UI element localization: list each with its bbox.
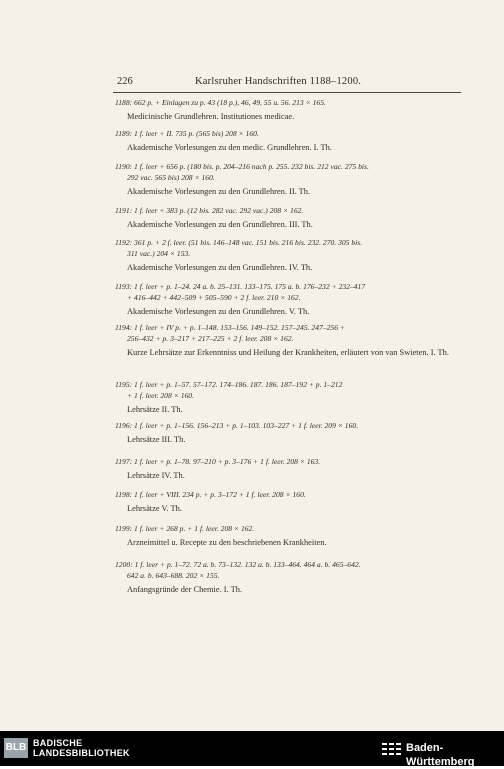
entry-meta: 1197: 1 f. leer + p. 1–78. 97–210 + p. 3–176 + 1 f. leer. 208 × 163. [115,457,321,466]
entry-meta: 1196: 1 f. leer + p. 1–156. 156–213 + p. 1–103. 103–227 + 1 f. leer. 209 × 160. [115,421,359,430]
header-rule [113,92,461,93]
entry-meta-line2: 311 vac.) 204 × 153. [127,249,191,258]
entry-meta [115,379,465,401]
library-name[interactable] [33,738,130,758]
catalog-entry-1189 [115,128,465,154]
catalog-entry-1190 [115,161,465,198]
entry-title: Akademische Vorlesungen zu den medic. Grundlehren. I. Th. [127,143,332,152]
entry-meta-line2: + 416–442 + 442–509 + 505–590 + 2 f. leer. 210 × 162. [127,293,301,302]
catalog-entry-1197 [115,456,465,482]
entry-meta-line2: 642 a. b. 643–688. 202 × 155. [127,571,220,580]
catalog-entry-1196 [115,420,465,446]
catalog-entry-1188 [115,97,465,123]
entry-meta-line2: + 1 f. leer. 208 × 160. [127,391,194,400]
entry-meta [115,161,465,183]
entry-title: Medicinische Grundlehren. Institutiones medicae. [127,112,295,121]
lions-crest-icon [381,741,403,757]
entry-title: Lehrsätze V. Th. [127,504,182,513]
entry-title: Akademische Vorlesungen zu den Grundlehren. IV. Th. [127,263,313,272]
library-name-line1: BADISCHE [33,738,83,748]
running-title: Karlsruher Handschriften 1188–1200. [195,76,362,87]
entry-title: Lehrsätze III. Th. [127,435,186,444]
entry-meta: 1199: 1 f. leer + 268 p. + 1 f. leer. 208 × 162. [115,524,255,533]
catalog-entry-1191 [115,205,465,231]
entry-title: Kurze Lehrsätze zur Erkenntniss und Heilung der Krankheiten, erläutert von van Swieten. I. Th. [127,348,449,357]
library-name-line2: LANDESBIBLIOTHEK [33,748,130,758]
entry-meta-line2: 292 vac. 565 bis) 208 × 160. [127,173,215,182]
entry-meta-line1: 1190: 1 f. leer + 656 p. (180 bis. p. 204–216 nach p. 255. 232 bis. 212 vac. 275 bis. [115,162,369,171]
entry-meta: 1189: 1 f. leer + II. 735 p. (565 bis) 208 × 160. [115,129,259,138]
viewer-footer-bar [0,731,504,766]
catalog-entry-1199 [115,523,465,549]
catalog-entry-1200 [115,559,465,596]
catalog-entry-1194 [115,322,465,359]
entry-meta-line1: 1195: 1 f. leer + p. 1–57. 57–172. 174–186. 187. 186. 187–192 + p. 1–212 [115,380,343,389]
blb-logo[interactable]: BLB [4,738,28,758]
entry-meta-line1: 1194: 1 f. leer + IV p. + p. 1–148. 153–156. 149–152. 157–245. 247–256 + [115,323,346,332]
entry-meta [115,281,465,303]
entry-meta: 1198: 1 f. leer + VIII. 234 p. + p. 3–172 + 1 f. leer. 208 × 160. [115,490,306,499]
entry-meta [115,322,465,344]
entry-title: Lehrsätze IV. Th. [127,471,185,480]
entry-title: Arzneimittel u. Recepte zu den beschriebenen Krankheiten. [127,538,327,547]
entry-meta-line1: 1200: 1 f. leer + p. 1–72. 72 a. b. 73–132. 132 a. b. 133–464. 464 a. b. 465–642. [115,560,361,569]
entry-title: Lehrsätze II. Th. [127,405,183,414]
catalog-entry-1192 [115,237,465,274]
entry-meta [115,237,465,259]
entry-meta-line2: 256–432 + p. 3–217 + 217–225 + 2 f. leer. 208 × 162. [127,334,294,343]
entry-meta: 1191: 1 f. leer + 383 p. (12 bis. 282 vac. 292 vac.) 208 × 162. [115,206,304,215]
state-name[interactable]: Baden-Württemberg [406,742,475,768]
page-header [117,76,462,90]
entry-title: Akademische Vorlesungen zu den Grundlehren. V. Th. [127,307,310,316]
entry-title: Akademische Vorlesungen zu den Grundlehren. III. Th. [127,220,313,229]
entry-meta: 1188: 662 p. + Einlagen zu p. 43 (18 p.), 46, 49, 55 u. 56. 213 × 165. [115,98,326,107]
entry-meta [115,559,465,581]
entry-title: Anfangsgründe der Chemie. I. Th. [127,585,242,594]
page-number: 226 [117,76,133,87]
catalog-entry-1198 [115,489,465,515]
entry-title: Akademische Vorlesungen zu den Grundlehren. II. Th. [127,187,311,196]
entry-meta-line1: 1193: 1 f. leer + p. 1–24. 24 a. b. 25–131. 133–175. 175 a. b. 176–232 + 232–417 [115,282,366,291]
catalog-entry-1193 [115,281,465,318]
catalog-entry-1195 [115,379,465,416]
entry-meta-line1: 1192: 361 p. + 2 f. leer. (51 bis. 146–148 vac. 151 bis. 216 bis. 232. 270. 305 bis. [115,238,363,247]
